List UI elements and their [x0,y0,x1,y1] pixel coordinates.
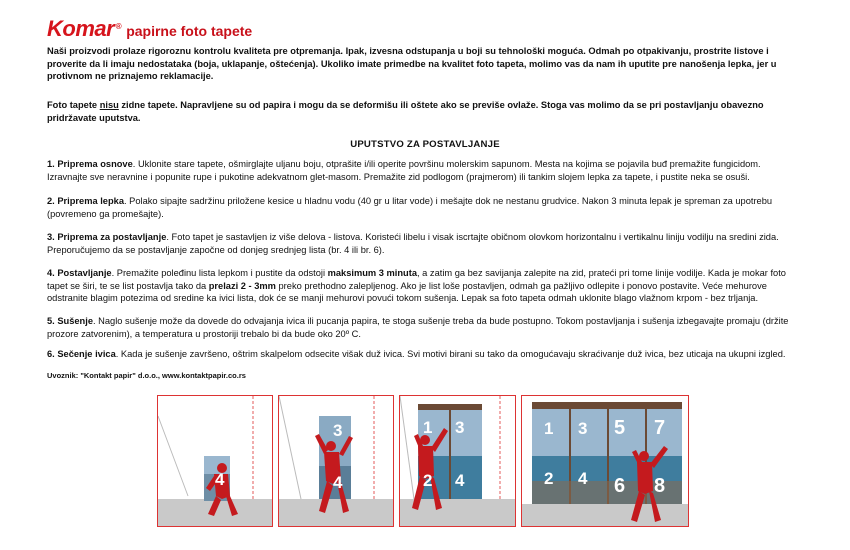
step-5-drying: 5. Sušenje. Naglo sušenje može da dovede do odvajanja ivica ili pucanja papira, te stoga sušenje treba da bude postupno. Tokom postavljanja i sušenja izbegavajte promaju (držite prozore zatvorenim), a temperatura u prostoriji trebalo bi da bude oko 20º C. [47,316,789,339]
sheet-number: 4 [578,469,588,488]
intro-quality-notice: Naši proizvodi prolaze rigoroznu kontrolu kvaliteta pre otpremanja. Ipak, izvesna odstupanja u boji su tehnološki moguća. Odmah po otpakivanju, prostrite listove i proverite da li imaju nedostataka (boja, uklapanje, oštećenja). Ukoliko imate primedbe na kvalitet foto tapeta, molimo vas da nam ih uputite pre nanošenja lepka, jer u protivnom ne priznajemo reklamacije. [47,46,777,82]
step-1-surface-prep: 1. Priprema osnove. Uklonite stare tapete, ošmirglajte uljanu boju, otprašite i/ili operite površinu molerskim sapunom. Mesta na kojima se pojavila buđ premažite fungicidom. Izravnajte sve neravnine i popunite rupe i pukotine adekvatnom glet-masom. Premažite zid podlogom (prajmerom) ili tankim slojem lepka za tapete, i pustite neka se osuši. [47,159,761,182]
floor [279,499,393,526]
sheet-number: 2 [423,471,433,490]
intro-paper-notice: Foto tapete nisu zidne tapete. Napravljene su od papira i mogu da se deformišu ili oštete ako se previše ovlaže. Stoga vas molimo da se pri postavljanju obavezno pridržavate uputstva. [47,100,764,123]
panel-2-drawing [279,396,393,526]
panel-1-drawing [158,396,272,526]
illustration-step-4 [521,395,689,527]
sheet-number: 3 [455,418,465,437]
page-title: papirne foto tapete [126,23,253,39]
illustration-step-1 [157,395,273,527]
sheet-number: 4 [455,471,465,490]
komar-logo: Komar ® [47,16,122,41]
panel-4-drawing [522,396,688,526]
wall-corner-line [158,416,188,496]
step-6-trimming: 6. Sečenje ivica. Kada je sušenje završeno, oštrim skalpelom odsecite višak duž ivica. Svi motivi birani su tako da omogućavaju skraćivanje duž ivica, bez uticaja na ukupni izgled. [47,349,786,359]
illustration-step-2 [278,395,394,527]
underline-nisu: nisu [99,100,119,110]
step-4-hanging: 4. Postavljanje. Premažite poleđinu lista lepkom i pustite da odstoji maksimum 3 minuta, a zatim ga bez savijanja zalepite na zid, prateći pri tome linije vodilje. Kada je mokar foto tapet se širi, te se list postavlja tako da prelazi 2 - 3mm preko prethodno zalepljenog. Ako je list loše postavljen, odmah ga pažljivo odlepite i ponovo postavite. Veće mehurove odstranite blagim potezima od sredine ka ivici lista, dok će se manji mehurovi povući tokom sušenja. Lepak sa foto tapeta odmah uklonite blago vlažnom krpom - bez trljanja. [47,268,786,304]
sheet-number: 3 [578,419,588,438]
sheet-number: 6 [614,475,626,497]
wall-corner-line [279,396,301,499]
sheet-number: 7 [654,417,666,439]
panel-3-drawing [400,396,515,526]
sheet-number: 4 [333,473,343,492]
sheet-number: 1 [544,419,554,438]
wall-corner-line [400,396,414,499]
sheet-number: 2 [544,469,554,488]
sheet-number: 5 [614,417,626,439]
sheet-number: 3 [333,421,343,440]
floor [522,504,688,526]
sheet-number: 1 [423,418,433,437]
step-2-glue-prep: 2. Priprema lepka. Polako sipajte sadržinu priložene kesice u hladnu vodu (40 gr u litar vode) i mešajte dok ne nestanu grudvice. Nakon 3 minuta lepak je spreman za upotrebu (povremeno ga promešajte). [47,196,773,219]
sheet-number: 4 [215,470,225,489]
illustration-panels [0,395,850,530]
sheet-number: 8 [654,475,666,497]
importer-info: Uvoznik: "Kontakt papir" d.o.o., www.kontaktpapir.co.rs [47,371,246,380]
header [47,10,252,40]
step-3-install-prep: 3. Priprema za postavljanje. Foto tapet je sastavljen iz više delova - listova. Koristeći libelu i visak iscrtajte običnom olovkom horizontalnu i vertikalnu liniju vodilju na sredini zida. Preporučujemo da se postavljanje započne od donjeg srednjeg lista (br. 4 ili br. 6). [47,232,779,255]
illustration-step-3 [399,395,516,527]
section-title: UPUTSTVO ZA POSTAVLJANJE [350,139,500,150]
